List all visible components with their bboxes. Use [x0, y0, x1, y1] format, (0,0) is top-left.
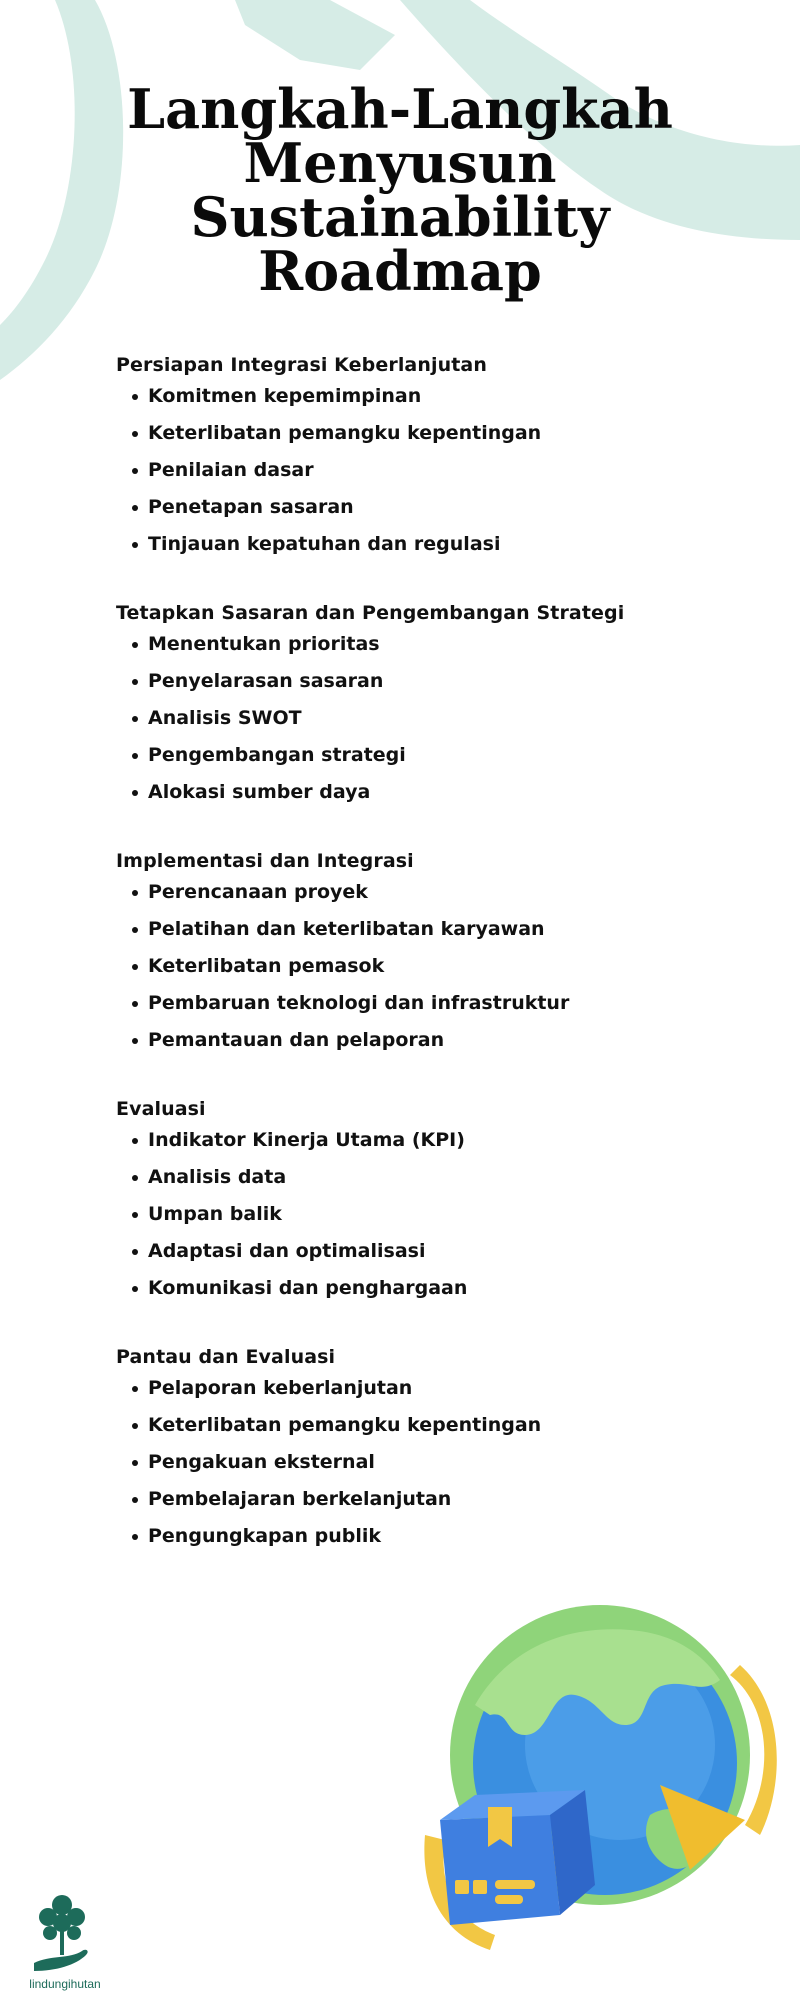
section-heading: Evaluasi: [116, 1098, 206, 1120]
list-item: Pelaporan keberlanjutan: [116, 1370, 736, 1407]
title-line: Menyusun: [243, 131, 557, 195]
tree-hand-icon: [20, 1885, 110, 1977]
section-items: [116, 378, 736, 563]
page-title: [0, 77, 800, 303]
section-items: [116, 626, 736, 811]
list-item: Indikator Kinerja Utama (KPI): [116, 1122, 736, 1159]
title-line: Roadmap: [258, 239, 542, 303]
section-heading: Tetapkan Sasaran dan Pengembangan Strategi: [116, 602, 625, 624]
list-item: Keterlibatan pemangku kepentingan: [116, 1407, 736, 1444]
steps-list: [116, 352, 736, 1592]
list-item: Penilaian dasar: [116, 452, 736, 489]
title-line: Langkah-Langkah: [127, 77, 673, 141]
list-item: Komitmen kepemimpinan: [116, 378, 736, 415]
section-implementasi: [116, 848, 736, 1059]
list-item: Umpan balik: [116, 1196, 736, 1233]
section-items: [116, 874, 736, 1059]
section-heading: Implementasi dan Integrasi: [116, 850, 414, 872]
title-line: Sustainability: [190, 185, 610, 249]
section-tetapkan: [116, 600, 736, 811]
section-heading: Pantau dan Evaluasi: [116, 1346, 336, 1368]
list-item: Pembelajaran berkelanjutan: [116, 1481, 736, 1518]
list-item: Analisis SWOT: [116, 700, 736, 737]
list-item: Komunikasi dan penghargaan: [116, 1270, 736, 1307]
brand-name: lindungihutan: [29, 1977, 101, 1991]
list-item: Keterlibatan pemangku kepentingan: [116, 415, 736, 452]
list-item: Pengungkapan publik: [116, 1518, 736, 1555]
list-item: Pengakuan eksternal: [116, 1444, 736, 1481]
list-item: Keterlibatan pemasok: [116, 948, 736, 985]
list-item: Penetapan sasaran: [116, 489, 736, 526]
list-item: Pemantauan dan pelaporan: [116, 1022, 736, 1059]
section-heading: Persiapan Integrasi Keberlanjutan: [116, 354, 487, 376]
section-persiapan: [116, 352, 736, 563]
section-evaluasi: [116, 1096, 736, 1307]
list-item: Analisis data: [116, 1159, 736, 1196]
list-item: Adaptasi dan optimalisasi: [116, 1233, 736, 1270]
list-item: Pembaruan teknologi dan infrastruktur: [116, 985, 736, 1022]
list-item: Pengembangan strategi: [116, 737, 736, 774]
list-item: Tinjauan kepatuhan dan regulasi: [116, 526, 736, 563]
globe-box-illustration: [400, 1585, 780, 1970]
list-item: Alokasi sumber daya: [116, 774, 736, 811]
list-item: Menentukan prioritas: [116, 626, 736, 663]
list-item: Perencanaan proyek: [116, 874, 736, 911]
section-pantau: [116, 1344, 736, 1555]
list-item: Pelatihan dan keterlibatan karyawan: [116, 911, 736, 948]
list-item: Penyelarasan sasaran: [116, 663, 736, 700]
section-items: [116, 1122, 736, 1307]
brand-logo: [20, 1885, 110, 1995]
section-items: [116, 1370, 736, 1555]
